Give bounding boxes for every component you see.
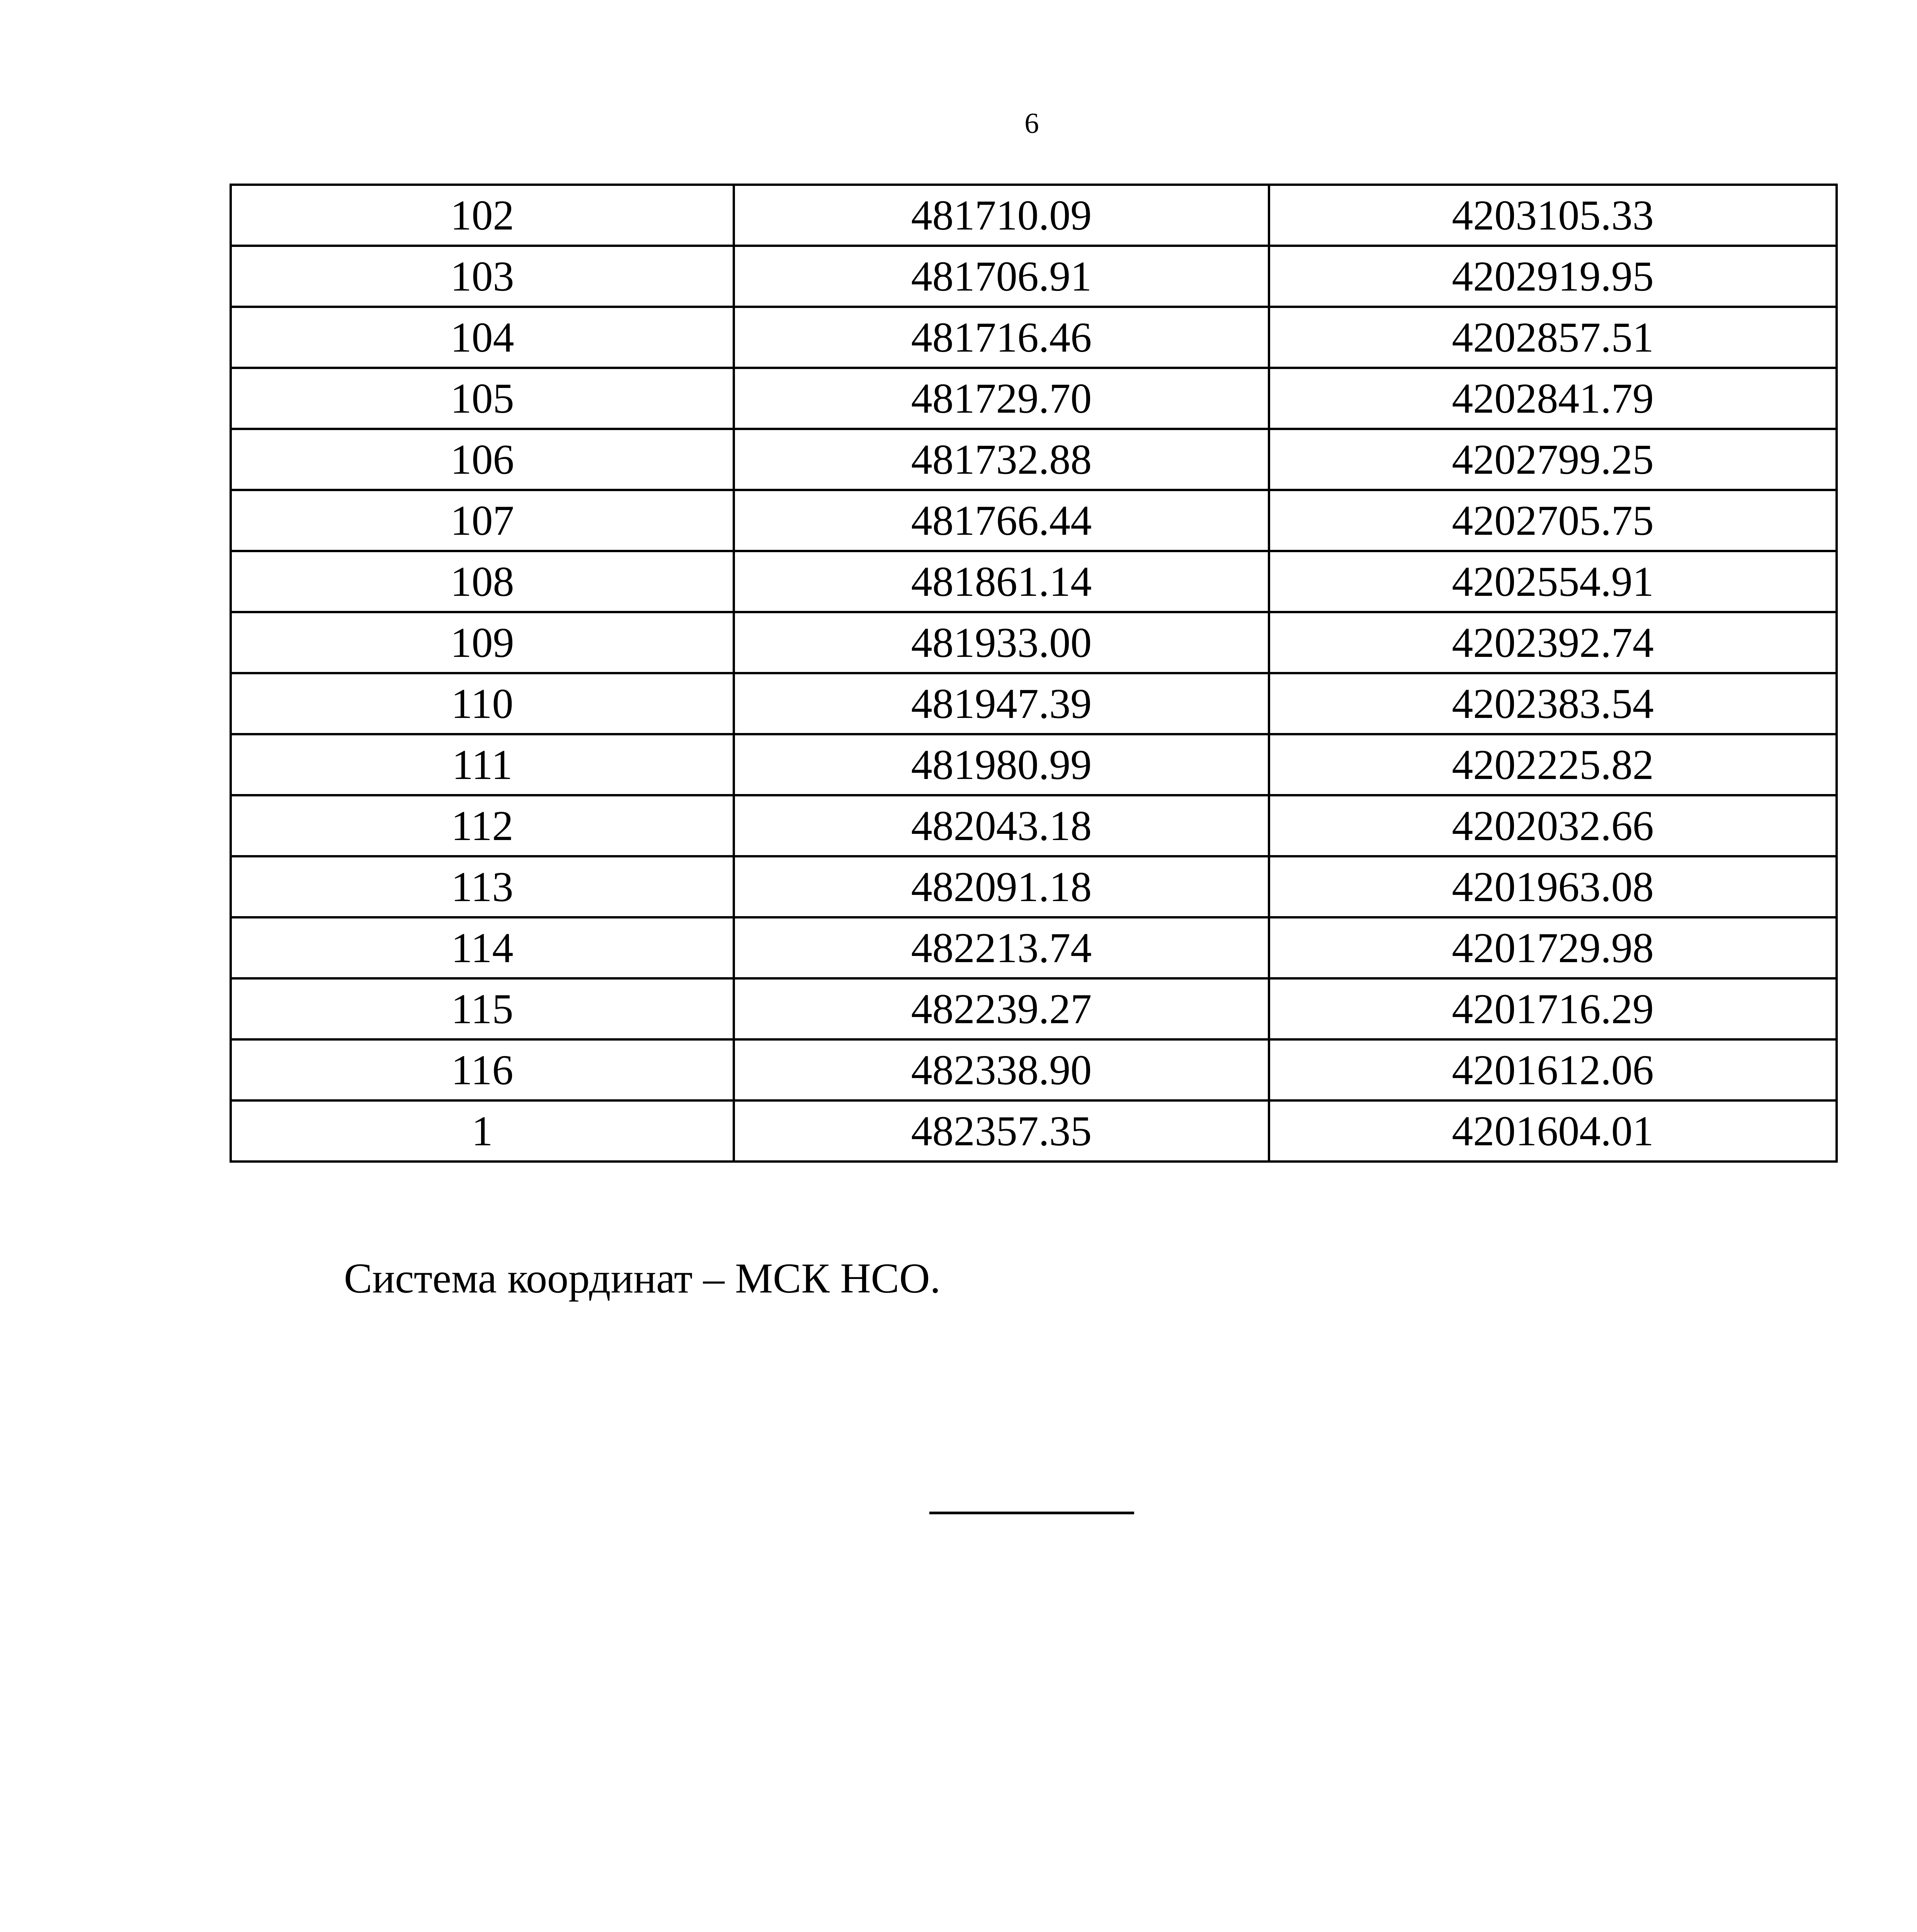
x-coordinate-cell: 481947.39: [734, 673, 1269, 734]
x-coordinate-cell: 481933.00: [734, 612, 1269, 673]
y-coordinate-cell: 4202392.74: [1269, 612, 1837, 673]
table-row: [231, 551, 1837, 612]
y-coordinate-cell: 4202225.82: [1269, 734, 1837, 795]
x-coordinate-cell: 482239.27: [734, 978, 1269, 1039]
y-coordinate-cell: 4201612.06: [1269, 1039, 1837, 1100]
table-row: [231, 368, 1837, 429]
point-number-cell: 114: [231, 917, 734, 978]
coordinates-table: [230, 184, 1838, 1163]
point-number-cell: 111: [231, 734, 734, 795]
table-row: [231, 429, 1837, 490]
table-row: [231, 978, 1837, 1039]
table-row: [231, 185, 1837, 246]
table-row: [231, 1039, 1837, 1100]
y-coordinate-cell: 4201716.29: [1269, 978, 1837, 1039]
table-row: [231, 246, 1837, 307]
table-row: [231, 1100, 1837, 1162]
table-row: [231, 673, 1837, 734]
y-coordinate-cell: 4201963.08: [1269, 856, 1837, 917]
table-row: [231, 307, 1837, 368]
point-number-cell: 107: [231, 490, 734, 551]
x-coordinate-cell: 481706.91: [734, 246, 1269, 307]
y-coordinate-cell: 4202799.25: [1269, 429, 1837, 490]
y-coordinate-cell: 4202383.54: [1269, 673, 1837, 734]
table-row: [231, 917, 1837, 978]
point-number-cell: 109: [231, 612, 734, 673]
x-coordinate-cell: 481716.46: [734, 307, 1269, 368]
x-coordinate-cell: 482213.74: [734, 917, 1269, 978]
table-row: [231, 795, 1837, 856]
point-number-cell: 113: [231, 856, 734, 917]
table-row: [231, 490, 1837, 551]
point-number-cell: 116: [231, 1039, 734, 1100]
point-number-cell: 110: [231, 673, 734, 734]
point-number-cell: 103: [231, 246, 734, 307]
point-number-cell: 106: [231, 429, 734, 490]
x-coordinate-cell: 481861.14: [734, 551, 1269, 612]
end-divider-line: [929, 1512, 1134, 1514]
point-number-cell: 102: [231, 185, 734, 246]
y-coordinate-cell: 4202919.95: [1269, 246, 1837, 307]
y-coordinate-cell: 4202857.51: [1269, 307, 1837, 368]
y-coordinate-cell: 4202705.75: [1269, 490, 1837, 551]
coordinate-system-note: Система координат – МСК НСО.: [344, 1255, 941, 1302]
table-row: [231, 612, 1837, 673]
point-number-cell: 115: [231, 978, 734, 1039]
x-coordinate-cell: 481766.44: [734, 490, 1269, 551]
x-coordinate-cell: 482338.90: [734, 1039, 1269, 1100]
table-row: [231, 856, 1837, 917]
table-row: [231, 734, 1837, 795]
y-coordinate-cell: 4202841.79: [1269, 368, 1837, 429]
point-number-cell: 104: [231, 307, 734, 368]
x-coordinate-cell: 481729.70: [734, 368, 1269, 429]
point-number-cell: 112: [231, 795, 734, 856]
y-coordinate-cell: 4203105.33: [1269, 185, 1837, 246]
x-coordinate-cell: 482091.18: [734, 856, 1269, 917]
x-coordinate-cell: 482357.35: [734, 1100, 1269, 1162]
y-coordinate-cell: 4201729.98: [1269, 917, 1837, 978]
y-coordinate-cell: 4201604.01: [1269, 1100, 1837, 1162]
point-number-cell: 108: [231, 551, 734, 612]
x-coordinate-cell: 482043.18: [734, 795, 1269, 856]
y-coordinate-cell: 4202032.66: [1269, 795, 1837, 856]
point-number-cell: 105: [231, 368, 734, 429]
x-coordinate-cell: 481980.99: [734, 734, 1269, 795]
y-coordinate-cell: 4202554.91: [1269, 551, 1837, 612]
point-number-cell: 1: [231, 1100, 734, 1162]
x-coordinate-cell: 481710.09: [734, 185, 1269, 246]
x-coordinate-cell: 481732.88: [734, 429, 1269, 490]
page-number: 6: [1024, 107, 1039, 139]
